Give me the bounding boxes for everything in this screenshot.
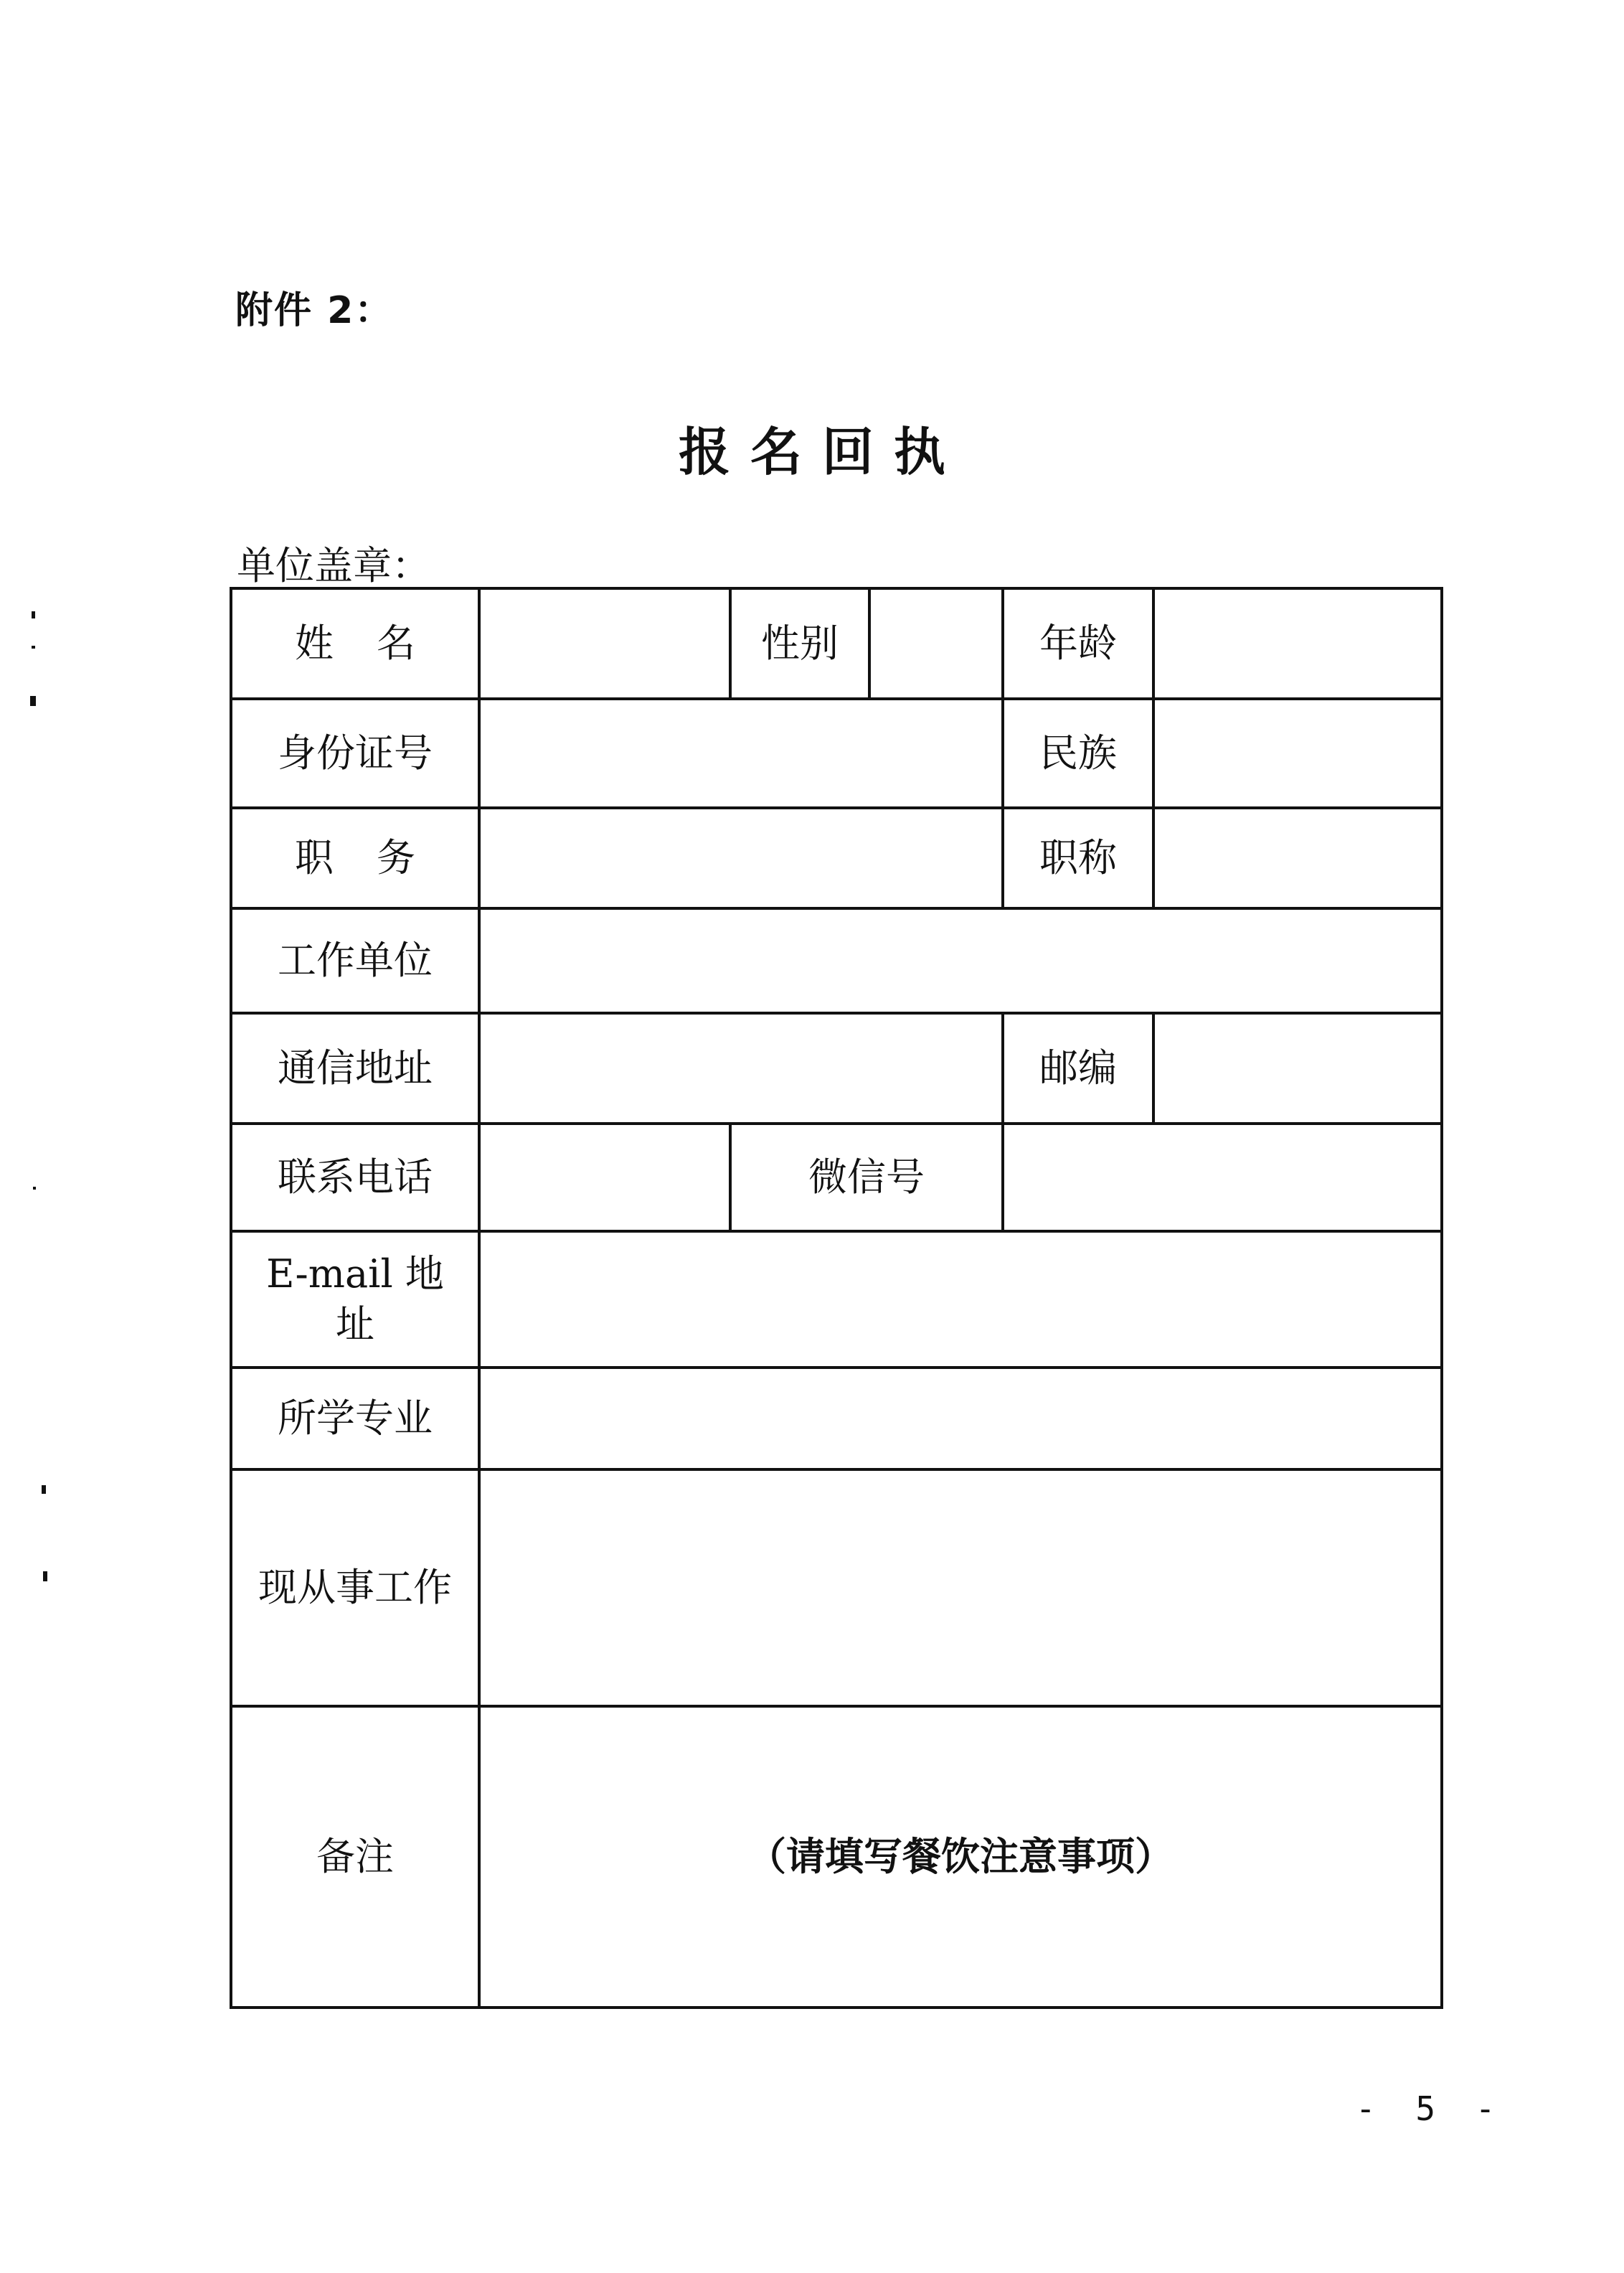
registration-form <box>230 587 1443 2009</box>
email-field[interactable] <box>479 1231 1442 1368</box>
scan-mark <box>30 696 36 706</box>
gender-field[interactable] <box>869 588 1003 699</box>
form-row-position <box>231 808 1442 908</box>
address-label: 通信地址 <box>231 1013 479 1124</box>
position-field[interactable] <box>479 808 1003 908</box>
gender-label: 性别 <box>730 588 869 699</box>
current-work-field[interactable] <box>479 1469 1442 1706</box>
name-label: 姓名 <box>231 588 479 699</box>
seal-label: 单位盖章： <box>237 543 430 588</box>
wechat-label: 微信号 <box>730 1124 1003 1231</box>
remarks-label: 备注 <box>231 1706 479 2008</box>
employer-field[interactable] <box>479 908 1442 1013</box>
title-field[interactable] <box>1153 808 1442 908</box>
title-label: 职称 <box>1003 808 1153 908</box>
address-field[interactable] <box>479 1013 1003 1124</box>
postcode-label: 邮编 <box>1003 1013 1153 1124</box>
major-label: 所学专业 <box>231 1368 479 1469</box>
position-label: 职务 <box>231 808 479 908</box>
page-number: - 5 - <box>1356 2089 1506 2128</box>
remarks-field[interactable] <box>479 1706 1442 2008</box>
form-row-current-work <box>231 1469 1442 1706</box>
scan-mark <box>43 1571 47 1581</box>
wechat-field[interactable] <box>1003 1124 1442 1231</box>
form-row-remarks <box>231 1706 1442 2008</box>
form-row-major <box>231 1368 1442 1469</box>
form-row-name <box>231 588 1442 699</box>
age-label: 年龄 <box>1003 588 1153 699</box>
age-field[interactable] <box>1153 588 1442 699</box>
scan-mark <box>32 611 35 618</box>
email-label-line1: E-mail 地 <box>266 1251 444 1296</box>
ethnicity-field[interactable] <box>1153 699 1442 808</box>
form-row-phone <box>231 1124 1442 1231</box>
current-work-label: 现从事工作 <box>231 1469 479 1706</box>
phone-label: 联系电话 <box>231 1124 479 1231</box>
scan-mark <box>42 1485 46 1494</box>
employer-label: 工作单位 <box>231 908 479 1013</box>
phone-field[interactable] <box>479 1124 730 1231</box>
id-field[interactable] <box>479 699 1003 808</box>
postcode-field[interactable] <box>1153 1013 1442 1124</box>
page-title: 报名回执 <box>678 422 966 482</box>
remarks-hint: （请填写餐饮注意事项） <box>747 1833 1174 1880</box>
email-label <box>231 1231 479 1368</box>
form-row-id <box>231 699 1442 808</box>
form-row-employer <box>231 908 1442 1013</box>
major-field[interactable] <box>479 1368 1442 1469</box>
id-label: 身份证号 <box>231 699 479 808</box>
form-row-address <box>231 1013 1442 1124</box>
form-row-email <box>231 1231 1442 1368</box>
ethnicity-label: 民族 <box>1003 699 1153 808</box>
attachment-label: 附件 2： <box>235 289 394 332</box>
email-label-line2: 址 <box>336 1302 374 1347</box>
scan-mark <box>32 646 35 649</box>
name-field[interactable] <box>479 588 730 699</box>
scan-mark <box>33 1187 36 1190</box>
